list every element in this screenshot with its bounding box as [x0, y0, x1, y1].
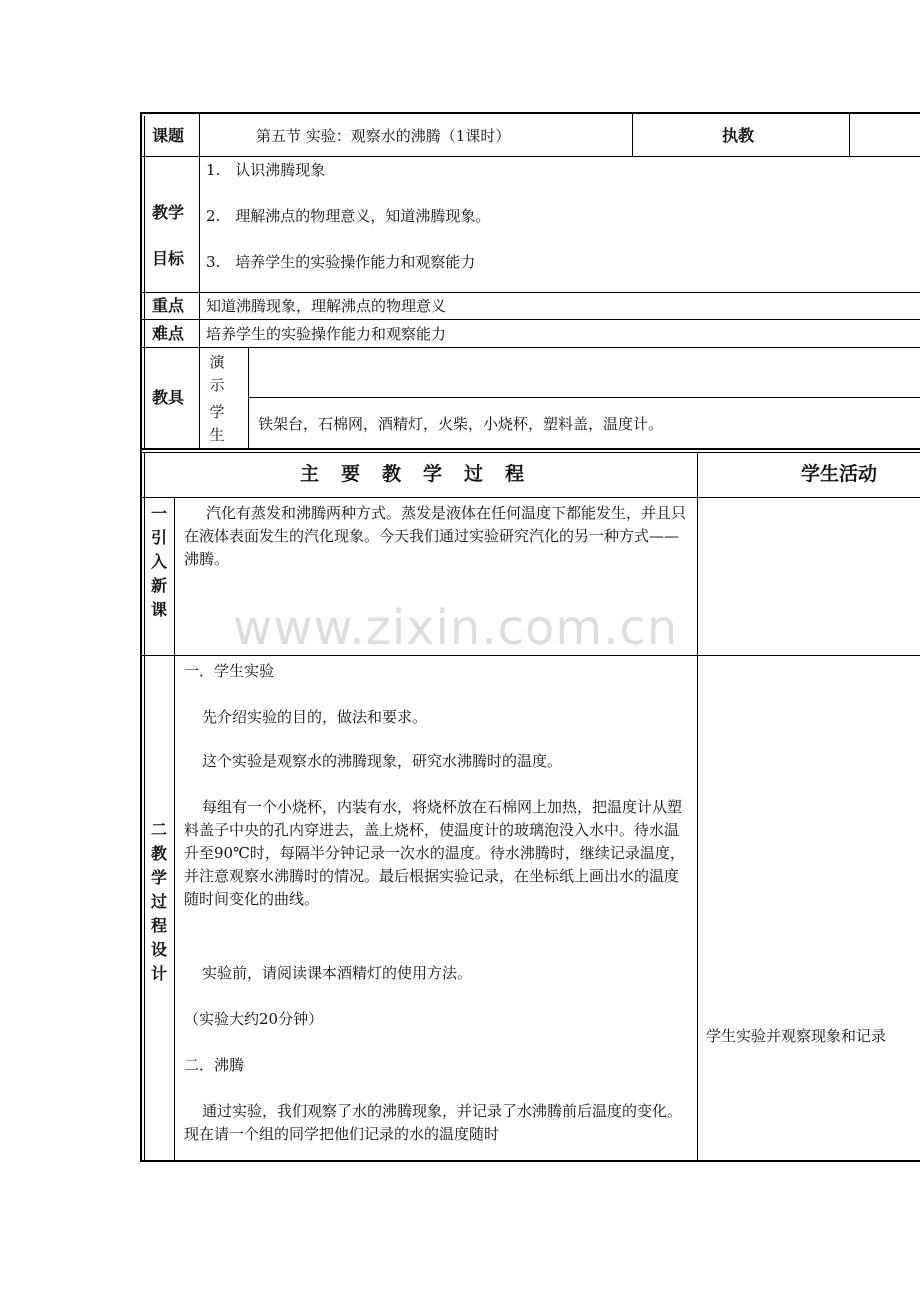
section-paragraph: 一．学生实验 [184, 662, 275, 680]
topic-value: 第五节 实验：观察水的沸腾（1课时） [256, 127, 511, 145]
topic-label: 课题 [152, 126, 185, 145]
difficulty-value: 培养学生的实验操作能力和观察能力 [206, 325, 447, 343]
section-paragraph: 每组有一个小烧杯，内装有水，将烧杯放在石棉网上加热，把温度计从塑料盖子中央的孔内穿进去，盖上烧杯，使温度计的玻璃泡没入水中。待水温升至90℃时，每隔半分钟记录一次水的温度。待水沸腾时，继续记录温度，并注意观察水沸腾时的情况。最后根据实验记录，在坐标纸上画出水的温度随时间变化的曲线。 [184, 798, 685, 908]
objective-item: 1. 认识沸腾现象 [206, 161, 326, 179]
equipment-label: 教具 [152, 388, 185, 407]
section-title: 一引入新课 [150, 504, 167, 619]
section-paragraph: 实验前，请阅读课本酒精灯的使用方法。 [202, 964, 473, 982]
section-paragraph: （实验大约20分钟） [184, 1010, 324, 1028]
difficulty-label: 难点 [152, 324, 185, 343]
process-heading: 主要教学过程 [300, 463, 547, 485]
student-label: 学生 [209, 403, 225, 444]
section-paragraph: 先介绍实验的目的，做法和要求。 [202, 708, 428, 726]
activity-heading: 学生活动 [801, 463, 878, 485]
objective-item: 2. 理解沸点的物理意义，知道沸腾现象。 [206, 207, 491, 225]
objectives-label: 教学目标 [152, 203, 185, 268]
demo-label: 演示 [209, 353, 225, 394]
objective-item: 3. 培养学生的实验操作能力和观察能力 [206, 253, 476, 271]
key-point-value: 知道沸腾现象，理解沸点的物理意义 [206, 297, 447, 315]
teacher-label: 执教 [722, 126, 755, 145]
key-point-label: 重点 [152, 296, 185, 315]
section-paragraph: 这个实验是观察水的沸腾现象，研究水沸腾时的温度。 [202, 752, 563, 770]
section-paragraph: 通过实验，我们观察了水的沸腾现象，并记录了水沸腾前后温度的变化。现在请一个组的同学把他们记录的水的温度随时 [184, 1102, 683, 1143]
section-title: 二教学过程设计 [150, 820, 167, 983]
student-equipment-value: 铁架台，石棉网，酒精灯，火柴，小烧杯，塑料盖，温度计。 [258, 415, 664, 433]
section-paragraph: 二．沸腾 [184, 1056, 245, 1074]
watermark: www.zixin.com.cn [233, 600, 679, 656]
student-activity-text: 学生实验并观察现象和记录 [706, 1027, 887, 1045]
section-paragraph: 汽化有蒸发和沸腾两种方式。蒸发是液体在任何温度下都能发生，并且只在液体表面发生的汽化现象。今天我们通过实验研究汽化的另一种方式——沸腾。 [184, 504, 687, 568]
